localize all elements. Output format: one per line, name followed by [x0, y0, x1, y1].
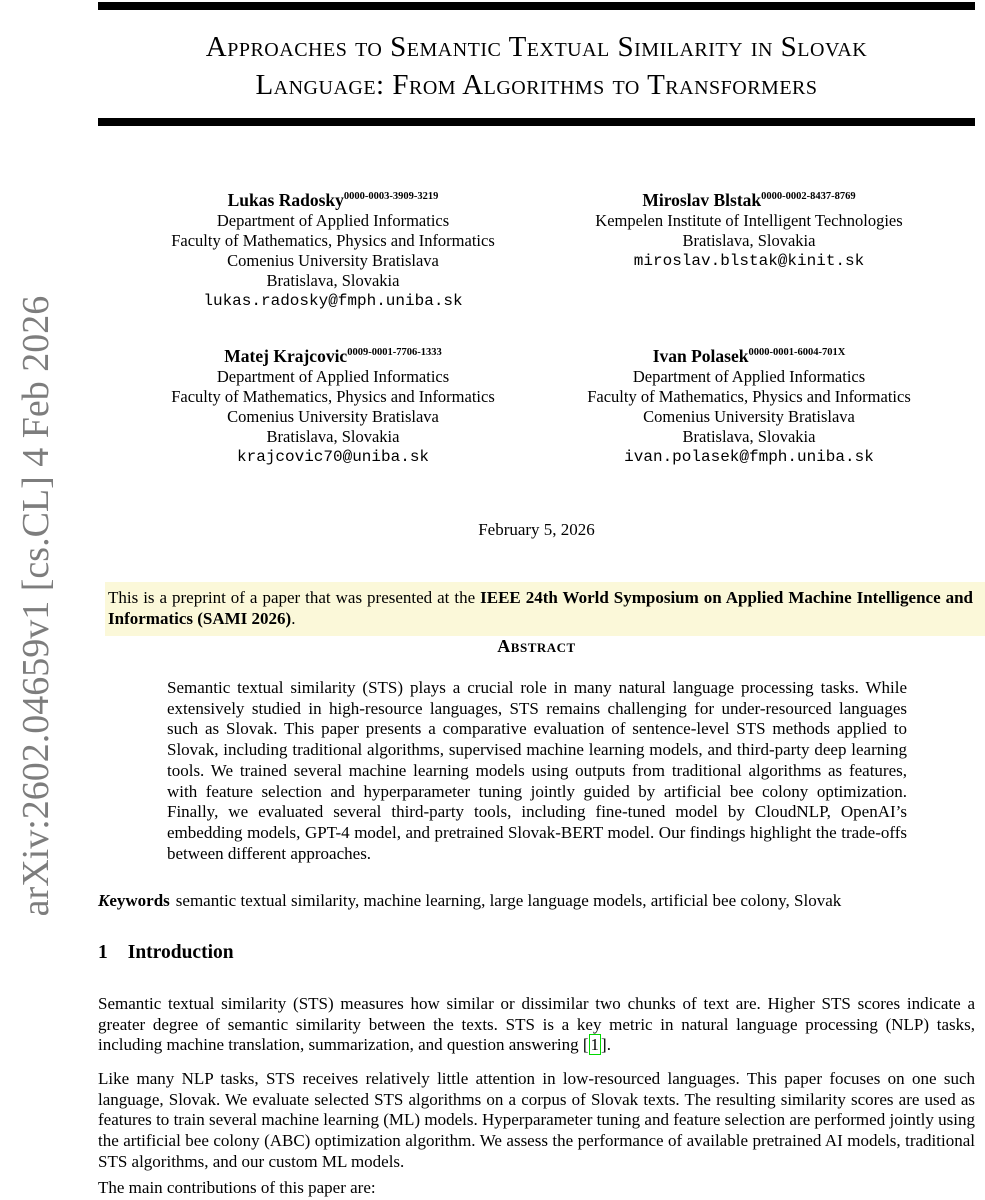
- arxiv-watermark: arXiv:2602.04659v1 [cs.CL] 4 Feb 2026: [15, 295, 57, 917]
- author-affiliation-line: Department of Applied Informatics: [216, 366, 450, 386]
- author-email: miroslav.blstak@kinit.sk: [633, 251, 865, 270]
- author-affiliation-line: Comenius University Bratislava: [227, 406, 439, 426]
- author-name-text: Matej Krajcovic: [224, 345, 348, 366]
- preprint-notice: [105, 582, 985, 636]
- author-orcid: 0009-0001-7706-1333: [347, 347, 442, 358]
- intro-paragraph-1-text: Semantic textual similarity (STS) measures how similar or dissimilar two chunks of text are. Higher STS scores indicate a greater degree of semantic similarity between the texts. STS is a key metric in natural language processing (NLP) tasks, including machine translation, summarization, and question answering [: [98, 994, 975, 1055]
- author-affiliation-line: Bratislava, Slovakia: [682, 230, 816, 250]
- keywords-label-rest: eywords: [109, 891, 170, 910]
- section-number: 1: [98, 942, 108, 963]
- author-block-3: [113, 342, 553, 468]
- paper-title: [98, 28, 975, 104]
- preprint-notice-end: .: [291, 609, 296, 628]
- author-affiliation-line: Faculty of Mathematics, Physics and Informatics: [587, 386, 911, 406]
- paper-title-line1: Approaches to Semantic Textual Similarity in Slovak: [205, 31, 868, 63]
- author-affiliation-line: Bratislava, Slovakia: [266, 426, 400, 446]
- author-email: ivan.polasek@fmph.uniba.sk: [624, 447, 874, 466]
- title-rule: [98, 118, 975, 126]
- author-affiliation-line: Bratislava, Slovakia: [682, 426, 816, 446]
- author-name: [113, 342, 553, 367]
- top-rule: [98, 2, 975, 10]
- paper-title-line2: Language: From Algorithms to Transformers: [255, 69, 818, 101]
- abstract-body: Semantic textual similarity (STS) plays a crucial role in many natural language processing tasks. While extensively studied in high-resource languages, STS remains challenging for under-resourced languages such as Slovak. This paper presents a comparative evaluation of sentence-level STS methods applied to Slovak, including traditional algorithms, supervised machine learning models, and third-party deep learning tools. We trained several machine learning models using outputs from traditional algorithms as features, with feature selection and hyperparameter tuning jointly guided by artificial bee colony optimization. Finally, we evaluated several third-party tools, including fine-tuned model by CloudNLP, OpenAI’s embedding models, GPT-4 model, and pretrained Slovak-BERT model. Our findings highlight the trade-offs between different approaches.: [167, 678, 907, 863]
- author-orcid: 0000-0002-8437-8769: [761, 191, 856, 202]
- intro-paragraph-3: The main contributions of this paper are:: [98, 1178, 376, 1197]
- author-orcid: 0000-0003-3909-3219: [343, 191, 439, 202]
- author-name-text: Miroslav Blstak: [642, 189, 762, 210]
- author-block-4: [529, 342, 969, 468]
- preprint-notice-text: This is a preprint of a paper that was presented at the: [108, 588, 481, 607]
- keywords-label: [98, 891, 170, 910]
- section-title: Introduction: [127, 942, 234, 963]
- author-affiliation-line: Faculty of Mathematics, Physics and Informatics: [171, 386, 495, 406]
- author-affiliation-line: Faculty of Mathematics, Physics and Informatics: [171, 230, 495, 250]
- author-name-text: Ivan Polasek: [652, 345, 749, 366]
- author-orcid: 0000-0001-6004-701X: [748, 347, 846, 358]
- author-affiliation-line: Kempelen Institute of Intelligent Technologies: [595, 210, 903, 230]
- author-affiliation-line: Department of Applied Informatics: [216, 210, 450, 230]
- paper-date: February 5, 2026: [478, 520, 595, 539]
- author-email: lukas.radosky@fmph.uniba.sk: [203, 291, 463, 310]
- intro-paragraph-1: [98, 994, 975, 1056]
- intro-paragraph-1-end: ].: [601, 1035, 611, 1055]
- author-block-2: [529, 186, 969, 272]
- author-name-text: Lukas Radosky: [227, 189, 344, 210]
- keywords-text: semantic textual similarity, machine learning, large language models, artificial bee colony, Slovak: [175, 891, 842, 910]
- author-name: [529, 186, 969, 211]
- author-affiliation-line: Bratislava, Slovakia: [266, 270, 400, 290]
- author-name: [113, 186, 553, 211]
- author-affiliation-line: Comenius University Bratislava: [227, 250, 439, 270]
- citation-1-link[interactable]: 1: [590, 1035, 600, 1055]
- author-block-1: [113, 186, 553, 312]
- intro-paragraph-2: Like many NLP tasks, STS receives relatively little attention in low-resourced languages. This paper focuses on one such language, Slovak. We evaluate selected STS algorithms on a corpus of Slovak texts. The resulting similarity scores are used as features to train several machine learning (ML) models. Hyperparameter tuning and feature selection are performed jointly using the artificial bee colony (ABC) optimization algorithm. We assess the performance of available pretrained AI models, traditional STS algorithms, and our custom ML models.: [98, 1069, 975, 1171]
- keywords-line: [98, 890, 975, 911]
- author-affiliation-line: Department of Applied Informatics: [632, 366, 866, 386]
- author-affiliation-line: Comenius University Bratislava: [643, 406, 855, 426]
- author-name: [529, 342, 969, 367]
- abstract-heading: Abstract: [497, 636, 576, 656]
- section-heading-introduction: [98, 941, 975, 965]
- preprint-notice-conference: IEEE 24th World Symposium on Applied Machine Intelligence and Informatics (SAMI 2026): [108, 588, 973, 628]
- author-email: krajcovic70@uniba.sk: [236, 447, 430, 466]
- keywords-label-initial: K: [98, 891, 110, 910]
